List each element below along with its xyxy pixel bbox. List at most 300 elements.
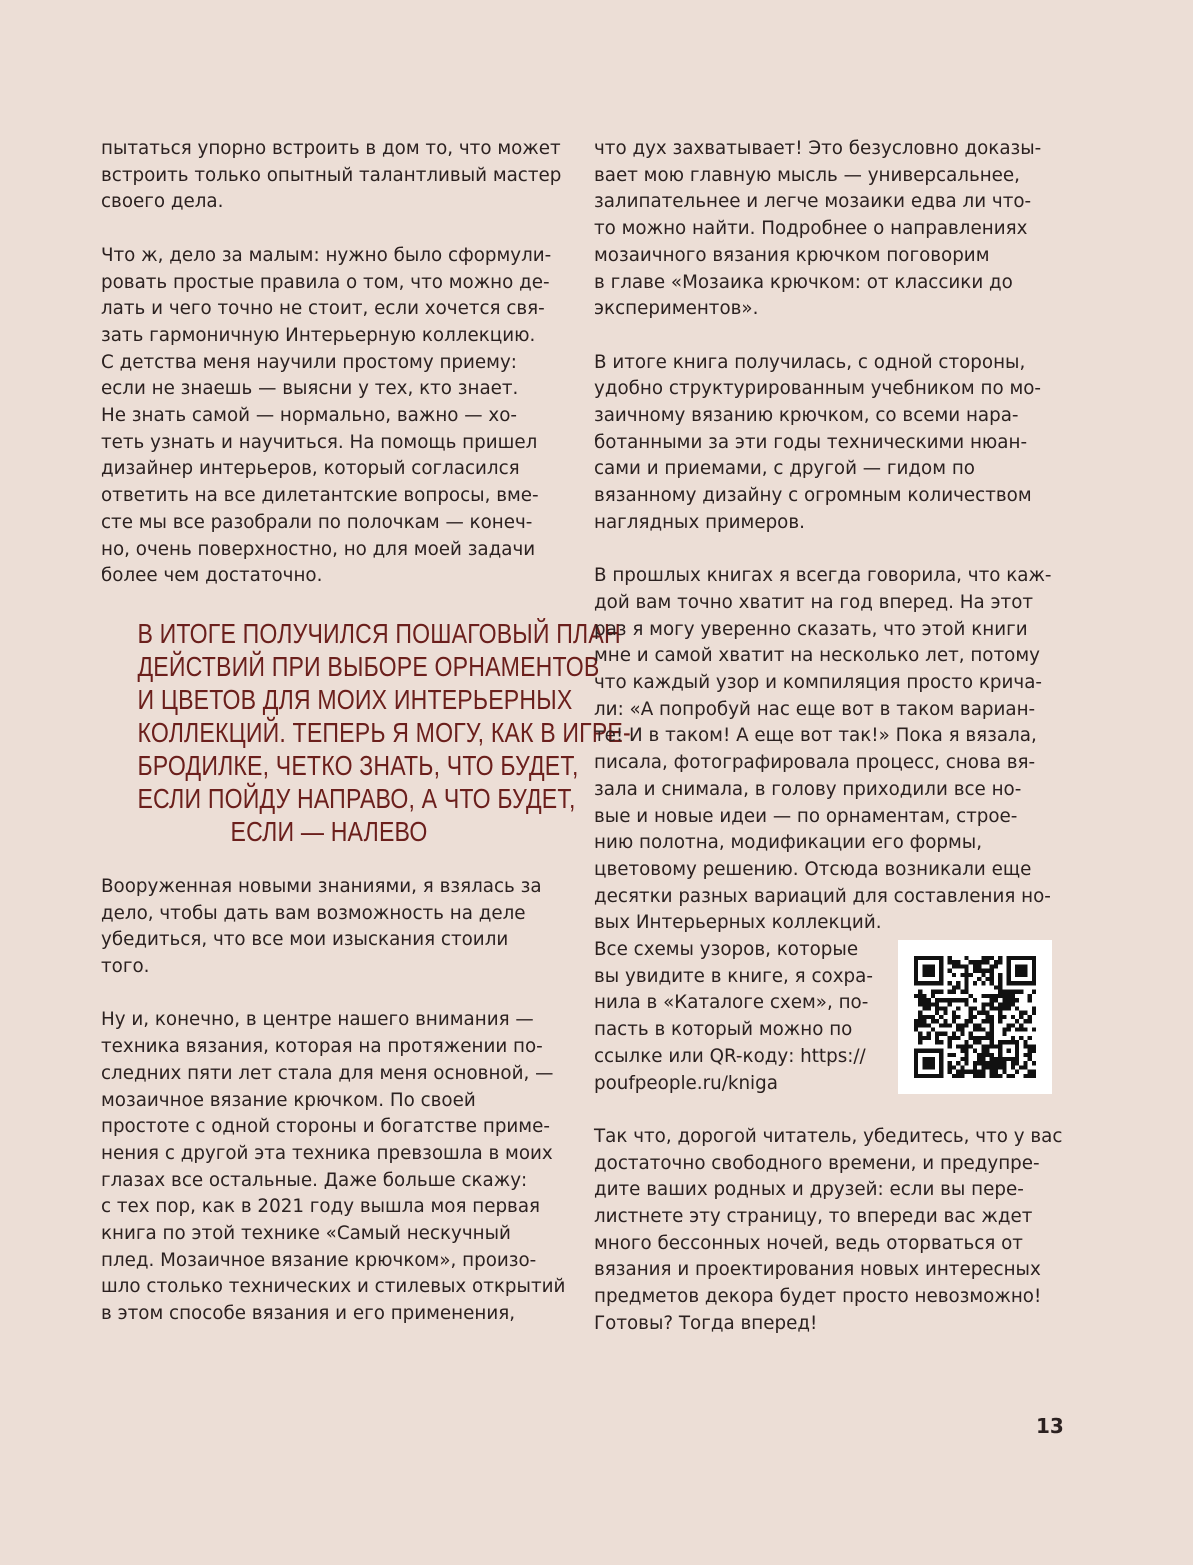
qr-module	[998, 1044, 1002, 1048]
qr-module	[1002, 1032, 1006, 1036]
qr-module	[914, 1023, 918, 1027]
qr-module	[1023, 1053, 1027, 1057]
text-line: с тех пор, как в 2021 году вышла моя первая	[101, 1196, 541, 1218]
qr-module	[931, 1074, 935, 1078]
qr-module	[1019, 969, 1023, 973]
qr-module	[939, 969, 943, 973]
qr-module	[1011, 1040, 1015, 1044]
qr-module	[998, 1049, 1002, 1053]
qr-module	[939, 1023, 943, 1027]
qr-module	[981, 1065, 985, 1069]
qr-module	[990, 956, 994, 960]
qr-module	[1011, 1002, 1015, 1006]
qr-module	[998, 986, 1002, 990]
qr-module	[948, 960, 952, 964]
qr-module	[1015, 1061, 1019, 1065]
qr-module	[931, 1061, 935, 1065]
qr-code[interactable]	[898, 940, 1052, 1094]
qr-module	[952, 998, 956, 1002]
qr-module	[964, 973, 968, 977]
qr-module	[935, 1074, 939, 1078]
text-line: глазах все остальные. Даже больше скажу:	[101, 1169, 528, 1191]
qr-module	[948, 1061, 952, 1065]
qr-module	[994, 1065, 998, 1069]
qr-module	[973, 1061, 977, 1065]
qr-module	[927, 969, 931, 973]
qr-module	[1019, 1036, 1023, 1040]
qr-module	[952, 1065, 956, 1069]
qr-module	[952, 1019, 956, 1023]
qr-module	[1028, 994, 1032, 998]
qr-module	[918, 1049, 922, 1053]
qr-module	[986, 1044, 990, 1048]
qr-module	[918, 1074, 922, 1078]
qr-module	[1032, 969, 1036, 973]
qr-module	[939, 1053, 943, 1057]
qr-module	[969, 1011, 973, 1015]
qr-code-icon	[914, 956, 1036, 1078]
text-line: сте мы все разобрали по полочкам — конеч-	[101, 511, 533, 533]
qr-module	[964, 1040, 968, 1044]
text-line: Так что, дорогой читатель, убедитесь, что у вас	[594, 1125, 1063, 1147]
text-line: нила в «Каталоге схем», по-	[594, 992, 869, 1014]
text-line: более чем достаточно.	[101, 565, 323, 587]
qr-module	[1023, 1065, 1027, 1069]
qr-module	[1032, 1007, 1036, 1011]
qr-module	[1019, 956, 1023, 960]
text-line: вает мою главную мысль — универсальнее,	[594, 164, 1020, 186]
qr-module	[935, 1007, 939, 1011]
paragraph-left-4	[101, 1007, 566, 1327]
qr-module	[986, 994, 990, 998]
qr-module	[927, 1057, 931, 1061]
qr-module	[969, 1044, 973, 1048]
qr-module	[948, 1044, 952, 1048]
qr-module	[1015, 1049, 1019, 1053]
qr-module	[977, 1036, 981, 1040]
text-line: мозаичного вязания крючком поговорим	[594, 244, 990, 266]
qr-module	[960, 973, 964, 977]
qr-module	[952, 990, 956, 994]
qr-module	[1028, 1049, 1032, 1053]
qr-module	[956, 998, 960, 1002]
qr-module	[935, 1040, 939, 1044]
qr-module	[994, 1061, 998, 1065]
qr-module	[973, 1023, 977, 1027]
qr-module	[990, 1074, 994, 1078]
qr-module	[1019, 1028, 1023, 1032]
qr-module	[973, 1070, 977, 1074]
qr-module	[956, 1070, 960, 1074]
qr-module	[927, 964, 931, 968]
qr-module	[1019, 1015, 1023, 1019]
qr-module	[973, 964, 977, 968]
text-line: лать и чего точно не стоит, если хочется свя-	[101, 298, 545, 320]
text-line: Что ж, дело за малым: нужно было сформули-	[101, 244, 552, 266]
qr-module	[964, 1070, 968, 1074]
text-line: ботанными за эти годы техническими нюан-	[594, 431, 1028, 453]
qr-module	[969, 973, 973, 977]
qr-module	[952, 964, 956, 968]
qr-module	[943, 1007, 947, 1011]
text-line: залипательнее и легче мозаики едва ли что-	[594, 191, 1032, 213]
qr-module	[994, 1057, 998, 1061]
qr-module	[956, 1023, 960, 1027]
qr-module	[939, 973, 943, 977]
qr-module	[956, 964, 960, 968]
qr-module	[1019, 973, 1023, 977]
qr-module	[922, 998, 926, 1002]
qr-module	[918, 994, 922, 998]
qr-module	[1028, 1044, 1032, 1048]
text-line: вые и новые идеи — по орнаментам, строе-	[594, 805, 1018, 827]
qr-module	[998, 1007, 1002, 1011]
text-line: дизайнер интерьеров, который согласился	[101, 458, 520, 480]
text-line: В прошлых книгах я всегда говорила, что каж-	[594, 565, 1052, 587]
qr-module	[939, 964, 943, 968]
qr-module	[1019, 1065, 1023, 1069]
qr-module	[922, 1074, 926, 1078]
text-line: техника вязания, которая на протяжении по-	[101, 1036, 543, 1058]
qr-module	[1007, 1049, 1011, 1053]
qr-module	[1002, 1057, 1006, 1061]
qr-module	[960, 964, 964, 968]
qr-module	[994, 1044, 998, 1048]
qr-module	[1032, 990, 1036, 994]
qr-section	[594, 937, 1056, 1097]
qr-module	[1028, 981, 1032, 985]
qr-module	[977, 1023, 981, 1027]
qr-module	[990, 1015, 994, 1019]
qr-module	[994, 1007, 998, 1011]
qr-module	[969, 1015, 973, 1019]
qr-module	[1032, 1074, 1036, 1078]
qr-module	[960, 1074, 964, 1078]
qr-module	[1023, 981, 1027, 985]
qr-module	[948, 1053, 952, 1057]
text-line: В итоге книга получилась, с одной стороны,	[594, 351, 1026, 373]
qr-module	[922, 994, 926, 998]
qr-module	[1023, 956, 1027, 960]
qr-module	[973, 1036, 977, 1040]
qr-module	[986, 1032, 990, 1036]
qr-module	[998, 960, 1002, 964]
qr-module	[1002, 1007, 1006, 1011]
qr-module	[977, 1028, 981, 1032]
qr-module	[990, 973, 994, 977]
qr-module	[981, 994, 985, 998]
qr-module	[1011, 1074, 1015, 1078]
qr-module	[998, 990, 1002, 994]
qr-module	[981, 981, 985, 985]
qr-module	[986, 977, 990, 981]
qr-module	[918, 1002, 922, 1006]
qr-module	[927, 1065, 931, 1069]
qr-module	[973, 1049, 977, 1053]
qr-module	[973, 1074, 977, 1078]
qr-module	[998, 1061, 1002, 1065]
qr-module	[1019, 981, 1023, 985]
qr-module	[1007, 994, 1011, 998]
qr-module	[964, 1002, 968, 1006]
qr-module	[981, 1044, 985, 1048]
qr-module	[914, 1061, 918, 1065]
qr-module	[981, 1049, 985, 1053]
qr-module	[990, 1032, 994, 1036]
qr-module	[969, 994, 973, 998]
qr-module	[981, 1053, 985, 1057]
pull-quote-line: ЕСЛИ ПОЙДУ НАПРАВО, А ЧТО БУДЕТ,	[137, 782, 576, 814]
qr-module	[977, 969, 981, 973]
qr-module	[931, 994, 935, 998]
qr-module	[981, 969, 985, 973]
qr-module	[986, 1015, 990, 1019]
qr-module	[931, 1057, 935, 1061]
qr-module	[935, 1011, 939, 1015]
qr-module	[1015, 1019, 1019, 1023]
qr-module	[973, 1007, 977, 1011]
qr-module	[998, 977, 1002, 981]
qr-module	[981, 1070, 985, 1074]
text-line: Все схемы узоров, которые	[594, 939, 859, 961]
qr-module	[914, 977, 918, 981]
text-line: С детства меня научили простому приему:	[101, 351, 517, 373]
qr-module	[981, 1011, 985, 1015]
qr-module	[981, 1061, 985, 1065]
qr-module	[964, 986, 968, 990]
paragraph-right-5	[594, 1124, 1063, 1338]
qr-module	[1023, 1044, 1027, 1048]
qr-module	[998, 981, 1002, 985]
qr-module	[1007, 960, 1011, 964]
text-line: книга по этой технике «Самый нескучный	[101, 1223, 511, 1245]
qr-module	[956, 1061, 960, 1065]
qr-module	[1007, 964, 1011, 968]
qr-module	[964, 956, 968, 960]
qr-module	[1015, 956, 1019, 960]
qr-module	[973, 1040, 977, 1044]
qr-module	[1032, 1028, 1036, 1032]
qr-module	[998, 1074, 1002, 1078]
qr-module	[918, 1032, 922, 1036]
qr-module	[1007, 981, 1011, 985]
qr-module	[986, 1019, 990, 1023]
text-line: простоте с одной стороны и богатстве приме-	[101, 1116, 550, 1138]
qr-module	[918, 1011, 922, 1015]
text-line: десятки разных вариаций для составления но-	[594, 885, 1051, 907]
paragraph-left-2	[101, 243, 563, 590]
qr-module	[1002, 1040, 1006, 1044]
qr-module	[960, 1057, 964, 1061]
pull-quote-line: ДЕЙСТВИЙ ПРИ ВЫБОРЕ ОРНАМЕНТОВ	[137, 650, 600, 682]
qr-module	[927, 981, 931, 985]
qr-module	[935, 1049, 939, 1053]
qr-module	[969, 960, 973, 964]
qr-module	[931, 1015, 935, 1019]
qr-module	[1015, 998, 1019, 1002]
qr-module	[935, 1019, 939, 1023]
qr-module	[969, 1032, 973, 1036]
qr-module	[998, 1057, 1002, 1061]
text-line: ровать простые правила о том, что можно де-	[101, 271, 550, 293]
qr-module	[931, 969, 935, 973]
qr-module	[964, 969, 968, 973]
qr-module	[922, 1049, 926, 1053]
qr-module	[986, 1061, 990, 1065]
qr-module	[931, 956, 935, 960]
qr-module	[939, 1057, 943, 1061]
qr-module	[931, 1019, 935, 1023]
qr-module	[914, 1074, 918, 1078]
qr-module	[939, 1070, 943, 1074]
qr-module	[1011, 1061, 1015, 1065]
qr-module	[994, 960, 998, 964]
qr-module	[986, 1053, 990, 1057]
qr-module	[931, 1002, 935, 1006]
qr-module	[1007, 973, 1011, 977]
qr-module	[977, 1040, 981, 1044]
qr-module	[1028, 956, 1032, 960]
qr-module	[973, 1028, 977, 1032]
qr-module	[998, 956, 1002, 960]
qr-module	[1032, 1070, 1036, 1074]
qr-module	[939, 956, 943, 960]
qr-module	[927, 1074, 931, 1078]
qr-module	[935, 990, 939, 994]
qr-module	[952, 960, 956, 964]
qr-module	[986, 1011, 990, 1015]
qr-module	[1028, 1070, 1032, 1074]
qr-module	[990, 1070, 994, 1074]
qr-module	[973, 998, 977, 1002]
link-text[interactable]: poufpeople.ru/kniga	[594, 1072, 778, 1094]
qr-module	[960, 1049, 964, 1053]
qr-module	[914, 981, 918, 985]
qr-module	[1015, 964, 1019, 968]
qr-module	[939, 1065, 943, 1069]
paragraph-right-2	[594, 350, 1056, 537]
qr-module	[1023, 973, 1027, 977]
qr-module	[939, 981, 943, 985]
qr-module	[1007, 1007, 1011, 1011]
qr-module	[990, 1065, 994, 1069]
qr-module	[1028, 1015, 1032, 1019]
qr-module	[939, 977, 943, 981]
qr-module	[990, 1057, 994, 1061]
qr-module	[939, 998, 943, 1002]
qr-module	[922, 964, 926, 968]
qr-module	[952, 1032, 956, 1036]
text-line: вязанному дизайну с огромным количеством	[594, 485, 1032, 507]
qr-module	[964, 1023, 968, 1027]
text-line: вязания и проектирования новых интересных	[594, 1259, 1041, 1281]
qr-module	[935, 981, 939, 985]
text-line: те! И в таком! А еще вот так!» Пока я вязала,	[594, 725, 1037, 747]
qr-module	[943, 998, 947, 1002]
qr-module	[977, 977, 981, 981]
qr-module	[943, 1023, 947, 1027]
qr-module	[931, 990, 935, 994]
qr-module	[956, 960, 960, 964]
text-line: того.	[101, 956, 150, 978]
text-line: мозаичное вязание крючком. По своей	[101, 1089, 476, 1111]
qr-module	[986, 1065, 990, 1069]
qr-module	[935, 1036, 939, 1040]
qr-module	[943, 1032, 947, 1036]
qr-module	[927, 998, 931, 1002]
qr-module	[1032, 1044, 1036, 1048]
qr-module	[977, 1057, 981, 1061]
paragraph-left-1	[101, 136, 563, 216]
qr-module	[994, 998, 998, 1002]
qr-module	[998, 994, 1002, 998]
qr-module	[1015, 1028, 1019, 1032]
qr-module	[1032, 964, 1036, 968]
qr-module	[981, 973, 985, 977]
qr-module	[948, 1070, 952, 1074]
qr-module	[977, 1011, 981, 1015]
text-line: дите ваших родных и друзей: если вы пере-	[594, 1179, 1024, 1201]
qr-module	[948, 990, 952, 994]
qr-module	[931, 981, 935, 985]
pull-quote-line: В ИТОГЕ ПОЛУЧИЛСЯ ПОШАГОВЫЙ ПЛАН	[137, 617, 621, 649]
qr-module	[986, 960, 990, 964]
qr-module	[990, 994, 994, 998]
text-line: но, очень поверхностно, но для моей задачи	[101, 538, 536, 560]
text-line: Готовы? Тогда вперед!	[594, 1312, 818, 1334]
qr-module	[1011, 1057, 1015, 1061]
qr-module	[956, 1007, 960, 1011]
qr-module	[1015, 1053, 1019, 1057]
qr-module	[1032, 956, 1036, 960]
qr-module	[1019, 1023, 1023, 1027]
text-line: листнете эту страницу, то впереди вас ждет	[594, 1206, 1033, 1228]
qr-module	[1011, 994, 1015, 998]
qr-module	[918, 1040, 922, 1044]
qr-module	[918, 1036, 922, 1040]
qr-module	[952, 1053, 956, 1057]
qr-module	[1002, 1061, 1006, 1065]
qr-module	[1002, 1015, 1006, 1019]
qr-module	[1032, 981, 1036, 985]
qr-module	[918, 998, 922, 1002]
qr-module	[1032, 1061, 1036, 1065]
qr-module	[1015, 969, 1019, 973]
qr-module	[1011, 990, 1015, 994]
qr-module	[952, 986, 956, 990]
qr-module	[1032, 973, 1036, 977]
qr-module	[990, 1036, 994, 1040]
text-line: ссылке или QR-коду: https://	[594, 1045, 866, 1067]
qr-module	[948, 956, 952, 960]
text-line: пасть в который можно по	[594, 1019, 853, 1041]
pull-quote-line: ЕСЛИ — НАЛЕВО	[230, 815, 428, 847]
paragraph-left-3	[101, 874, 563, 981]
text-line: убедиться, что все мои изыскания стоили	[101, 929, 509, 951]
qr-module	[1011, 956, 1015, 960]
qr-module	[964, 990, 968, 994]
text-line: что дух захватывает! Это безусловно доказы-	[594, 138, 1042, 159]
qr-module	[922, 1007, 926, 1011]
qr-module	[1011, 1065, 1015, 1069]
qr-module	[931, 1028, 935, 1032]
qr-module	[939, 990, 943, 994]
text-line: нения с другой эта техника превзошла в моих	[101, 1142, 553, 1164]
qr-module	[986, 956, 990, 960]
text-line: сами и приемами, с другой — гидом по	[594, 458, 975, 480]
qr-module	[939, 1049, 943, 1053]
qr-module	[939, 1074, 943, 1078]
